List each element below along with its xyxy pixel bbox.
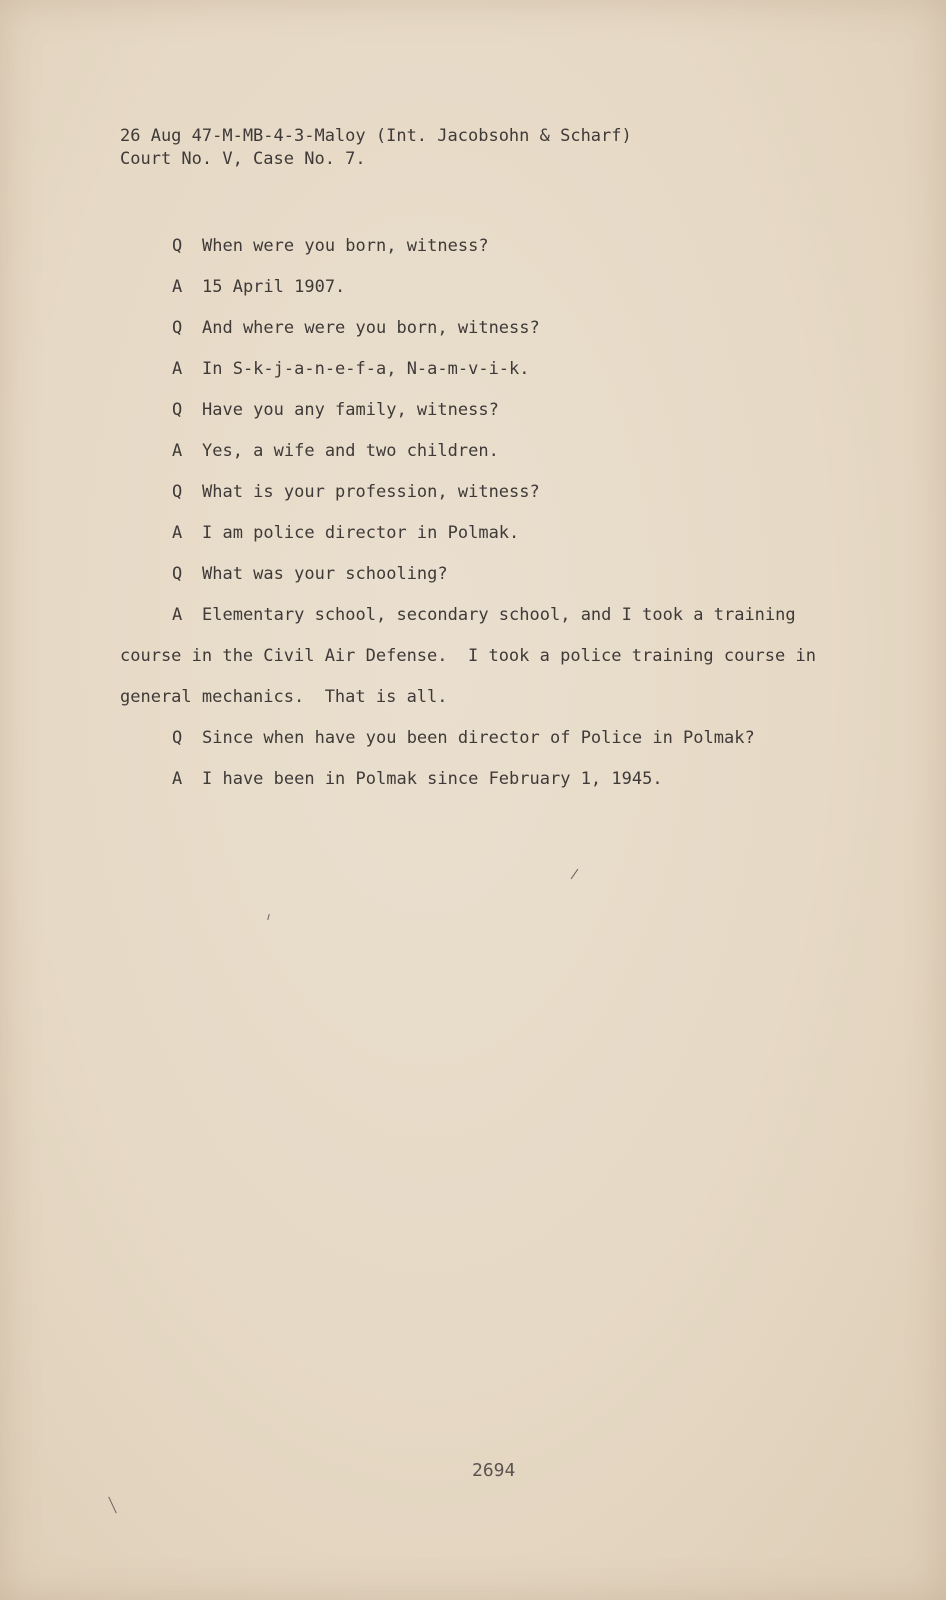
answer-text: 15 April 1907. xyxy=(202,277,346,297)
speaker-label: A xyxy=(172,359,183,379)
speaker-label: A xyxy=(172,441,183,461)
stray-pen-mark xyxy=(267,914,270,920)
answer-continuation-text: course in the Civil Air Defense. I took a police training course in xyxy=(120,646,816,666)
question-text: And where were you born, witness? xyxy=(202,318,540,338)
answer-continuation-text: general mechanics. That is all. xyxy=(120,687,448,707)
speaker-label: Q xyxy=(172,400,183,420)
speaker-label: Q xyxy=(172,318,183,338)
answer-text: In S-k-j-a-n-e-f-a, N-a-m-v-i-k. xyxy=(202,359,530,379)
transcript-line xyxy=(120,267,820,308)
question-text: Since when have you been director of Police in Polmak? xyxy=(202,728,755,748)
question-text: What was your schooling? xyxy=(202,564,448,584)
speaker-label: Q xyxy=(172,482,183,502)
answer-text: Elementary school, secondary school, and I took a training xyxy=(202,605,796,625)
transcript-line xyxy=(120,226,820,267)
stray-pen-mark xyxy=(108,1497,117,1514)
transcript-line xyxy=(120,595,820,636)
testimony-transcript xyxy=(120,226,820,800)
speaker-label: A xyxy=(172,523,183,543)
answer-text: I am police director in Polmak. xyxy=(202,523,520,543)
speaker-label: A xyxy=(172,769,183,789)
transcript-line xyxy=(120,308,820,349)
transcript-line xyxy=(120,349,820,390)
stray-pen-mark xyxy=(571,869,579,879)
answer-text: Yes, a wife and two children. xyxy=(202,441,499,461)
document-header xyxy=(120,125,632,171)
transcript-line xyxy=(120,759,820,800)
question-text: Have you any family, witness? xyxy=(202,400,499,420)
transcript-line xyxy=(120,718,820,759)
header-court-line: Court No. V, Case No. 7. xyxy=(120,149,366,169)
header-session-line: 26 Aug 47-M-MB-4-3-Maloy (Int. Jacobsohn & Scharf) xyxy=(120,126,632,146)
speaker-label: Q xyxy=(172,236,183,256)
transcript-line xyxy=(120,677,820,718)
speaker-label: Q xyxy=(172,728,183,748)
speaker-label: A xyxy=(172,605,183,625)
speaker-label: Q xyxy=(172,564,183,584)
transcript-line xyxy=(120,472,820,513)
question-text: When were you born, witness? xyxy=(202,236,489,256)
transcript-line xyxy=(120,513,820,554)
transcript-line xyxy=(120,554,820,595)
transcript-line xyxy=(120,431,820,472)
page-number: 2694 xyxy=(472,1460,516,1481)
transcript-line xyxy=(120,390,820,431)
question-text: What is your profession, witness? xyxy=(202,482,540,502)
speaker-label: A xyxy=(172,277,183,297)
transcript-line xyxy=(120,636,820,677)
answer-text: I have been in Polmak since February 1, 1945. xyxy=(202,769,663,789)
